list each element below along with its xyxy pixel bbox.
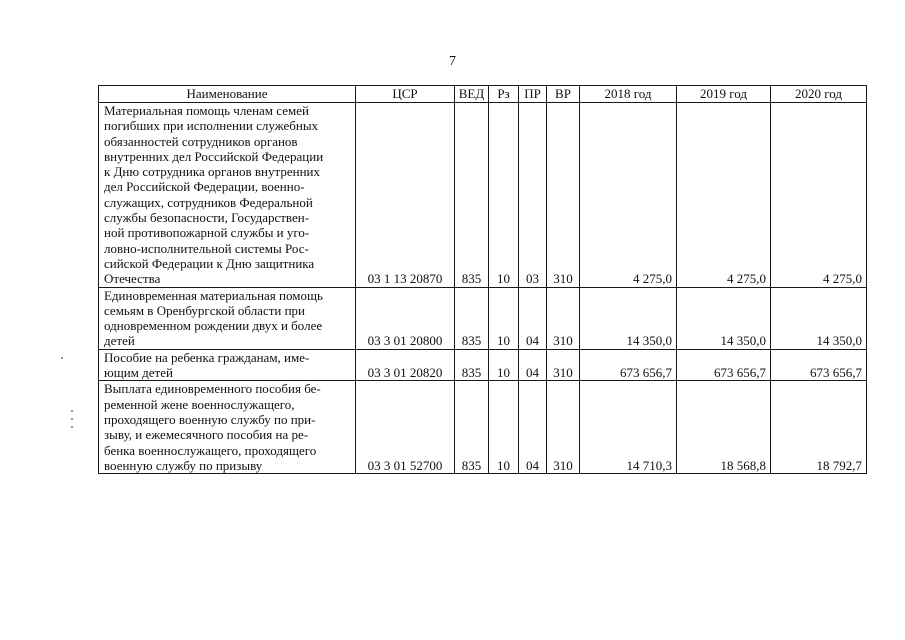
csr-cell: 03 3 01 20820	[356, 349, 455, 381]
header-vr: ВР	[547, 86, 580, 103]
row-name-line: бенка военнослужащего, проходящего	[104, 442, 317, 458]
header-name: Наименование	[99, 86, 356, 103]
rz-cell: 10	[489, 103, 519, 288]
table-row	[99, 103, 867, 288]
vr-cell: 310	[547, 103, 580, 288]
amount-2020-cell: 4 275,0	[771, 103, 867, 288]
row-name-line: службы безопасности, Государствен-	[104, 210, 310, 226]
row-name-line: проходящего военную службу по при-	[104, 411, 316, 427]
csr-cell: 03 3 01 20800	[356, 287, 455, 349]
amount-2019-cell: 14 350,0	[677, 287, 771, 349]
row-name-line: внутренних дел Российской Федерации	[104, 148, 324, 164]
header-pr: ПР	[519, 86, 547, 103]
row-name-line: Отечества	[104, 271, 161, 287]
row-name-line: военную службу по призыву	[104, 457, 263, 473]
row-name-line: ловно-исполнительной системы Рос-	[104, 240, 309, 256]
row-name-line: Выплата единовременного пособия бе-	[104, 381, 321, 397]
pr-cell: 04	[519, 381, 547, 474]
pr-cell: 04	[519, 349, 547, 381]
amount-2019-cell: 673 656,7	[677, 349, 771, 381]
row-name-line: ной противопожарной службы и уго-	[104, 225, 310, 241]
row-name-line: семьям в Оренбургской области при	[104, 302, 306, 318]
ved-cell: 835	[455, 381, 489, 474]
amount-2019-cell: 18 568,8	[677, 381, 771, 474]
table-header-row	[99, 86, 867, 103]
pr-cell: 03	[519, 103, 547, 288]
table-row	[99, 381, 867, 474]
table-row	[99, 349, 867, 381]
row-name-line: к Дню сотрудника органов внутренних	[104, 164, 320, 180]
scan-speck	[71, 426, 73, 428]
amount-2018-cell: 14 350,0	[580, 287, 677, 349]
row-name-cell	[99, 103, 356, 288]
row-name-line: ющим детей	[104, 365, 173, 381]
table-row	[99, 287, 867, 349]
vr-cell: 310	[547, 287, 580, 349]
csr-cell: 03 1 13 20870	[356, 103, 455, 288]
vr-cell: 310	[547, 349, 580, 381]
budget-table	[98, 85, 867, 474]
header-rz: Рз	[489, 86, 519, 103]
amount-2020-cell: 673 656,7	[771, 349, 867, 381]
amount-2018-cell: 14 710,3	[580, 381, 677, 474]
rz-cell: 10	[489, 381, 519, 474]
pr-cell: 04	[519, 287, 547, 349]
scan-speck	[61, 357, 63, 359]
ved-cell: 835	[455, 103, 489, 288]
row-name-cell	[99, 349, 356, 381]
csr-cell: 03 3 01 52700	[356, 381, 455, 474]
row-name-cell	[99, 287, 356, 349]
scan-speck	[71, 418, 73, 420]
page-number: 7	[449, 54, 456, 69]
header-csr: ЦСР	[356, 86, 455, 103]
amount-2018-cell: 4 275,0	[580, 103, 677, 288]
rz-cell: 10	[489, 349, 519, 381]
row-name-line: служащих, сотрудников Федеральной	[104, 194, 313, 210]
row-name-line: зыву, и ежемесячного пособия на ре-	[104, 427, 309, 443]
row-name-line: детей	[104, 333, 135, 349]
row-name-line: Единовременная материальная помощь	[104, 287, 323, 303]
scan-speck	[71, 410, 73, 412]
row-name-line: обязанностей сотрудников органов	[104, 133, 298, 149]
row-name-line: ременной жене военнослужащего,	[104, 396, 295, 412]
row-name-line: Пособие на ребенка гражданам, име-	[104, 349, 310, 365]
row-name-line: одновременном рождении двух и более	[104, 318, 323, 334]
header-2018: 2018 год	[580, 86, 677, 103]
amount-2019-cell: 4 275,0	[677, 103, 771, 288]
row-name-line: дел Российской Федерации, военно-	[104, 179, 305, 195]
ved-cell: 835	[455, 287, 489, 349]
row-name-cell	[99, 381, 356, 474]
amount-2020-cell: 18 792,7	[771, 381, 867, 474]
vr-cell: 310	[547, 381, 580, 474]
amount-2020-cell: 14 350,0	[771, 287, 867, 349]
row-name-line: погибших при исполнении служебных	[104, 118, 319, 134]
rz-cell: 10	[489, 287, 519, 349]
row-name-line: сийской Федерации к Дню защитника	[104, 255, 315, 271]
header-2019: 2019 год	[677, 86, 771, 103]
ved-cell: 835	[455, 349, 489, 381]
header-2020: 2020 год	[771, 86, 867, 103]
row-name-line: Материальная помощь членам семей	[104, 103, 309, 118]
amount-2018-cell: 673 656,7	[580, 349, 677, 381]
header-ved: ВЕД	[455, 86, 489, 103]
